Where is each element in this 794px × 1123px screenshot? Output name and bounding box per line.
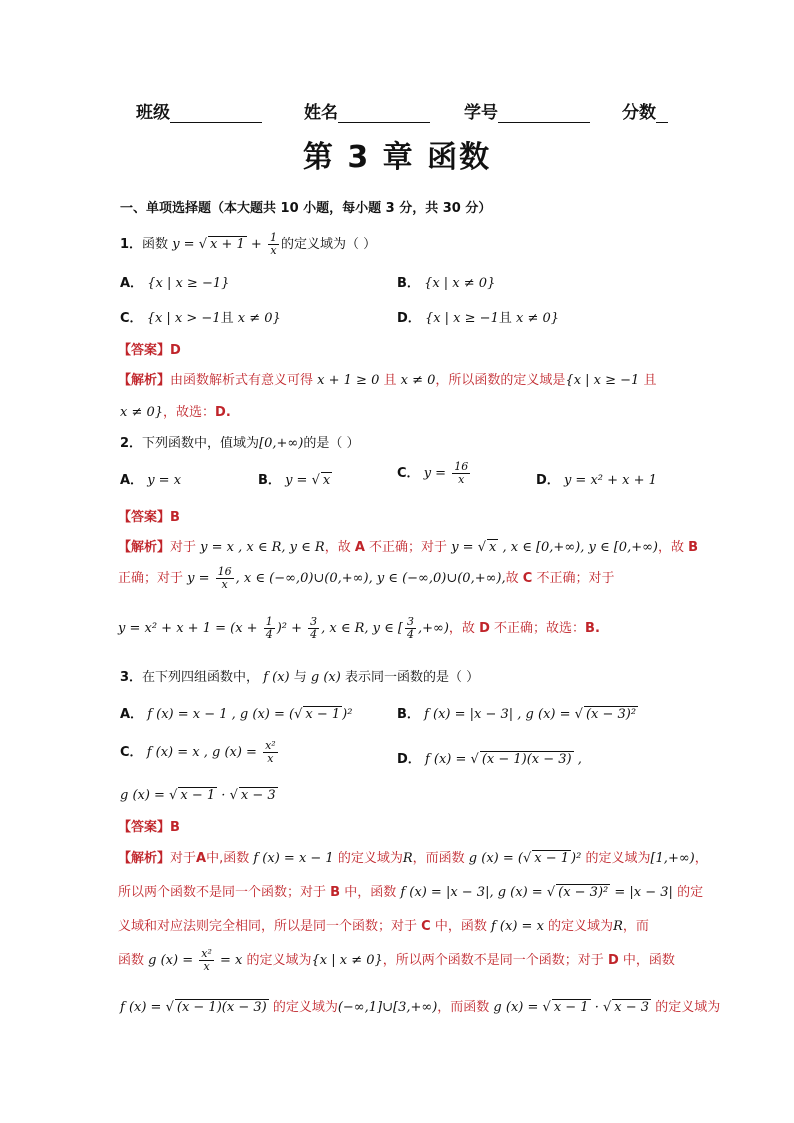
q1-option-c[interactable]: C． {x | x > −1且 x ≠ 0} bbox=[120, 311, 281, 326]
page-title: 第 3 章 函数 bbox=[302, 140, 492, 175]
q2-explanation-2: 正确；对于 y = $\frac{16}{x}$ , x ∈ (−∞,0)∪(0,+∞), y ∈ (−∞,0)∪(0,+∞),故 C 不正确；对于 bbox=[118, 565, 615, 591]
q1-stem: 1．函数 y = √ x + 1 + $\frac{1}{x}$ 的定义域为（ ） bbox=[120, 231, 377, 257]
q3-explanation-3: 义域和对应法则完全相同，所以是同一个函数；对于 C 中，函数 f (x) = x 的定义域为R，而 bbox=[118, 919, 649, 934]
student-id-field: 学号 bbox=[464, 98, 590, 123]
class-blank[interactable] bbox=[170, 106, 262, 123]
name-blank[interactable] bbox=[338, 106, 430, 123]
fraction: $\frac{1}{x}$ bbox=[269, 231, 277, 257]
id-blank[interactable] bbox=[498, 106, 590, 123]
class-field: 班级 bbox=[136, 98, 262, 123]
q3-explanation-2: 所以两个函数不是同一个函数；对于 B 中，函数 f (x) = |x − 3|, g (x) = √ (x − 3)² = |x − 3| 的定 bbox=[118, 885, 704, 900]
q1-option-d[interactable]: D． {x | x ≥ −1且 x ≠ 0} bbox=[397, 311, 560, 326]
q2-answer: 【答案】B bbox=[118, 510, 180, 525]
score-blank[interactable] bbox=[656, 106, 668, 123]
q2-option-d[interactable]: D． y = x² + x + 1 bbox=[536, 473, 657, 488]
q1-formula: y = √ x + 1 + bbox=[172, 237, 266, 252]
q3-explanation: 【解析】对于A中,函数 f (x) = x − 1 的定义域为R，而函数 g (x) = (√ x − 1 )² 的定义域为[1,+∞)， bbox=[118, 851, 708, 866]
q2-option-c[interactable]: C． y = $\frac{16}{x}$ bbox=[397, 460, 469, 486]
q1-explanation: 【解析】由函数解析式有意义可得 x + 1 ≥ 0 且 x ≠ 0，所以函数的定义域是{x | x ≥ −1 且 bbox=[118, 373, 657, 388]
q2-option-b[interactable]: B． y = √ x bbox=[258, 473, 331, 488]
q2-explanation: 【解析】对于 y = x , x ∈ R, y ∈ R，故 A 不正确；对于 y = √ x , x ∈ [0,+∞), y ∈ [0,+∞)，故 B bbox=[118, 540, 699, 555]
q3-option-b[interactable]: B． f (x) = |x − 3| , g (x) = √ (x − 3)² bbox=[397, 707, 637, 722]
q3-answer: 【答案】B bbox=[118, 820, 180, 835]
q3-option-d[interactable]: D． f (x) = √ (x − 1)(x − 3) , bbox=[397, 752, 582, 767]
q1-option-a[interactable]: A． {x | x ≥ −1} bbox=[120, 276, 230, 291]
q3-stem: 3．在下列四组函数中， f (x) 与 g (x) 表示同一函数的是（ ） bbox=[120, 670, 480, 685]
q3-explanation-4: 函数 g (x) = $\frac{\text{x²}}{x}$ = x 的定义域为{x | x ≠ 0}，所以两个函数不是同一个函数；对于 D 中，函数 bbox=[118, 947, 675, 973]
q1-explanation-cont: x ≠ 0}，故选：D. bbox=[120, 405, 231, 420]
q3-option-a[interactable]: A． f (x) = x − 1 , g (x) = (√ x − 1 )² bbox=[120, 707, 353, 722]
q2-stem: 2．下列函数中，值域为[0,+∞)的是（ ） bbox=[120, 436, 360, 451]
q3-explanation-5: f (x) = √ (x − 1)(x − 3) 的定义域为(−∞,1]∪[3,+∞)，而函数 g (x) = √ x − 1 · √ x − 3 的定义域为 bbox=[120, 1000, 721, 1015]
section-heading: 一、单项选择题（本大题共 10 小题，每小题 3 分，共 30 分） bbox=[120, 201, 492, 216]
q3-option-d-cont: g (x) = √ x − 1 · √ x − 3 bbox=[120, 788, 276, 803]
name-field: 姓名 bbox=[304, 98, 430, 123]
score-field: 分数 bbox=[622, 98, 668, 123]
q2-explanation-3: y = x² + x + 1 = (x + $\frac{1}{4}$ )² + $\frac{3}{4}$ , x ∈ R, y ∈ [ $\frac{3}{4}$ ,+∞)，故 D 不正确；故选：B. bbox=[118, 615, 600, 641]
q3-option-c[interactable]: C． f (x) = x , g (x) = $\frac{\text{x²}}{x}$ bbox=[120, 739, 276, 765]
q1-answer: 【答案】D bbox=[118, 343, 181, 358]
q2-option-a[interactable]: A． y = x bbox=[120, 473, 182, 488]
q1-option-b[interactable]: B． {x | x ≠ 0} bbox=[397, 276, 496, 291]
